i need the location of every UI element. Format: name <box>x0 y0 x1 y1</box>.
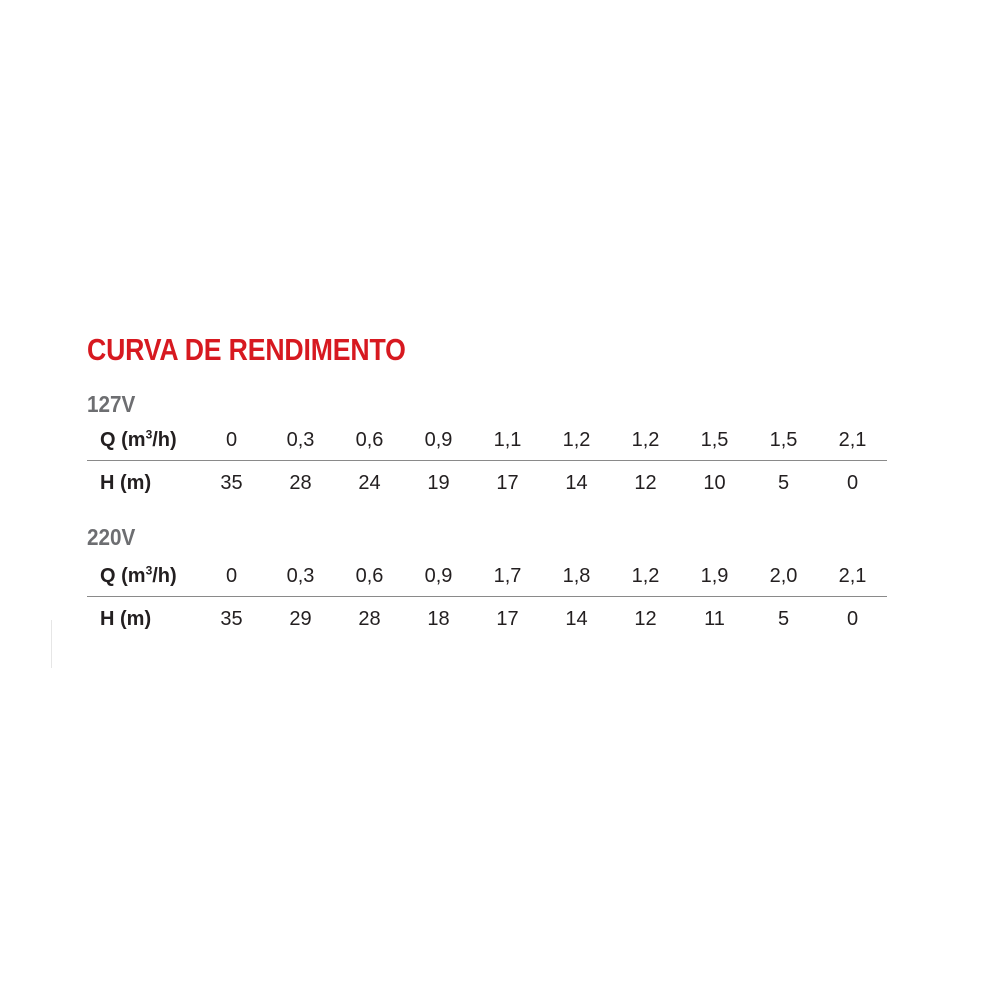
flow-values <box>197 420 887 460</box>
head-value: 14 <box>565 608 588 630</box>
flow-value: 1,9 <box>700 565 729 587</box>
flow-label-prefix: Q (m <box>100 565 146 587</box>
flow-value: 1,5 <box>769 429 798 451</box>
flow-row-127v <box>87 420 887 460</box>
flow-value: 0,9 <box>424 565 453 587</box>
flow-label-superscript: 3 <box>145 427 153 442</box>
flow-value: 1,1 <box>493 429 522 451</box>
flow-value: 0,6 <box>355 565 384 587</box>
flow-value: 0,6 <box>355 429 384 451</box>
head-values <box>197 599 887 639</box>
flow-value: 1,5 <box>700 429 729 451</box>
head-value: 10 <box>703 472 726 494</box>
row-divider <box>87 460 887 461</box>
flow-values <box>197 556 887 596</box>
voltage-label-220v: 220V <box>87 524 136 550</box>
head-value: 5 <box>777 472 790 494</box>
flow-value: 0,3 <box>286 565 315 587</box>
head-row-127v <box>87 463 887 503</box>
flow-value: 1,2 <box>562 429 591 451</box>
flow-value: 1,2 <box>631 429 660 451</box>
head-value: 29 <box>289 608 312 630</box>
head-row-220v <box>87 599 887 639</box>
flow-row-label <box>100 556 177 596</box>
flow-value: 0,9 <box>424 429 453 451</box>
flow-value: 0 <box>225 429 238 451</box>
head-value: 14 <box>565 472 588 494</box>
head-value: 28 <box>358 608 381 630</box>
head-value: 0 <box>846 472 859 494</box>
page-title: CURVA DE RENDIMENTO <box>87 332 406 367</box>
head-value: 35 <box>220 608 243 630</box>
head-row-label: H (m) <box>100 608 152 630</box>
flow-value: 1,7 <box>493 565 522 587</box>
row-divider <box>87 596 887 597</box>
head-value: 24 <box>358 472 381 494</box>
flow-label-superscript: 3 <box>145 563 153 578</box>
head-value: 12 <box>634 608 657 630</box>
head-value: 28 <box>289 472 312 494</box>
voltage-label-127v: 127V <box>87 391 136 417</box>
head-value: 11 <box>704 608 725 630</box>
flow-value: 1,2 <box>631 565 660 587</box>
flow-value: 0 <box>225 565 238 587</box>
flow-label-prefix: Q (m <box>100 429 146 451</box>
flow-value: 1,8 <box>562 565 591 587</box>
head-value: 35 <box>220 472 243 494</box>
head-value: 17 <box>496 608 519 630</box>
flow-row-220v <box>87 556 887 596</box>
head-value: 17 <box>496 472 519 494</box>
head-value: 18 <box>427 608 450 630</box>
flow-value: 2,1 <box>838 565 867 587</box>
head-value: 12 <box>634 472 657 494</box>
head-value: 5 <box>777 608 790 630</box>
head-row-label: H (m) <box>100 472 152 494</box>
head-value: 19 <box>427 472 450 494</box>
flow-row-label <box>100 420 177 460</box>
flow-value: 2,1 <box>838 429 867 451</box>
flow-label-suffix: /h) <box>152 429 177 451</box>
head-values <box>197 463 887 503</box>
edge-divider <box>51 620 52 668</box>
head-value: 0 <box>846 608 859 630</box>
flow-label-suffix: /h) <box>152 565 177 587</box>
flow-value: 2,0 <box>769 565 798 587</box>
flow-value: 0,3 <box>286 429 315 451</box>
